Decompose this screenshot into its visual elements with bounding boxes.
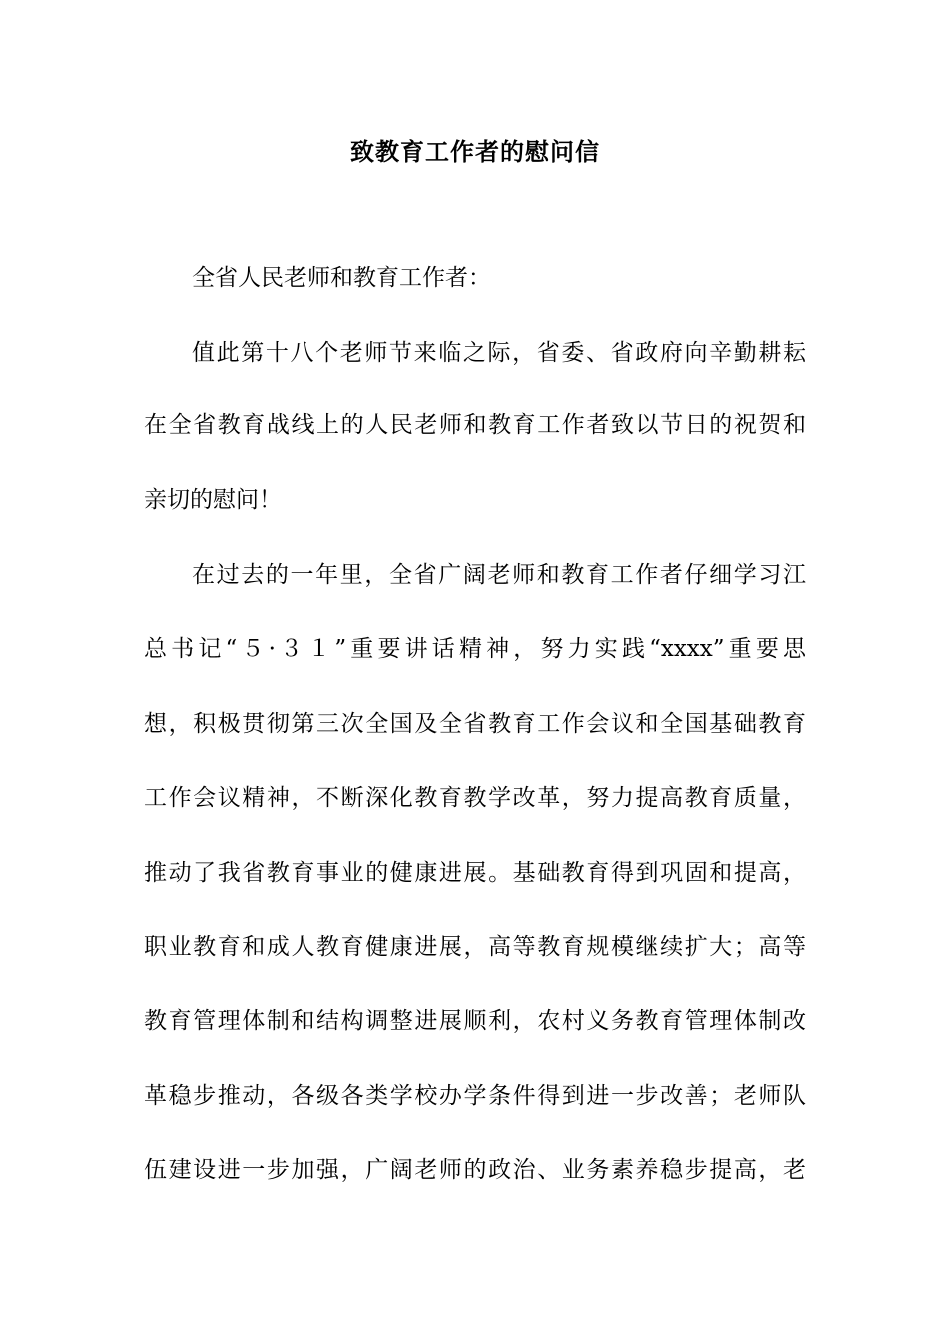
body-line: 总书记“５·３１”重要讲话精神，努力实践“xxxx”重要思 xyxy=(144,636,806,662)
body-line: 职业教育和成人教育健康进展，高等教育规模继续扩大；高等 xyxy=(144,934,806,960)
body-line: 在全省教育战线上的人民老师和教育工作者致以节日的祝贺和 xyxy=(144,412,806,438)
body-line: 教育管理体制和结构调整进展顺利，农村义务教育管理体制改 xyxy=(144,1008,806,1034)
body-line: 推动了我省教育事业的健康进展。基础教育得到巩固和提高， xyxy=(144,860,806,886)
body-line: 值此第十八个老师节来临之际，省委、省政府向辛勤耕耘 xyxy=(192,340,806,366)
salutation: 全省人民老师和教育工作者： xyxy=(192,265,491,291)
body-line: 革稳步推动，各级各类学校办学条件得到进一步改善；老师队 xyxy=(144,1083,806,1109)
body-line: 亲切的慰问！ xyxy=(144,487,282,513)
body-line: 想，积极贯彻第三次全国及全省教育工作会议和全国基础教育 xyxy=(144,711,806,737)
document-title: 致教育工作者的慰问信 xyxy=(350,137,600,166)
body-line: 在过去的一年里，全省广阔老师和教育工作者仔细学习江 xyxy=(192,562,806,588)
body-line: 工作会议精神，不断深化教育教学改革，努力提高教育质量， xyxy=(144,785,806,811)
body-line: 伍建设进一步加强，广阔老师的政治、业务素养稳步提高，老 xyxy=(144,1157,806,1183)
